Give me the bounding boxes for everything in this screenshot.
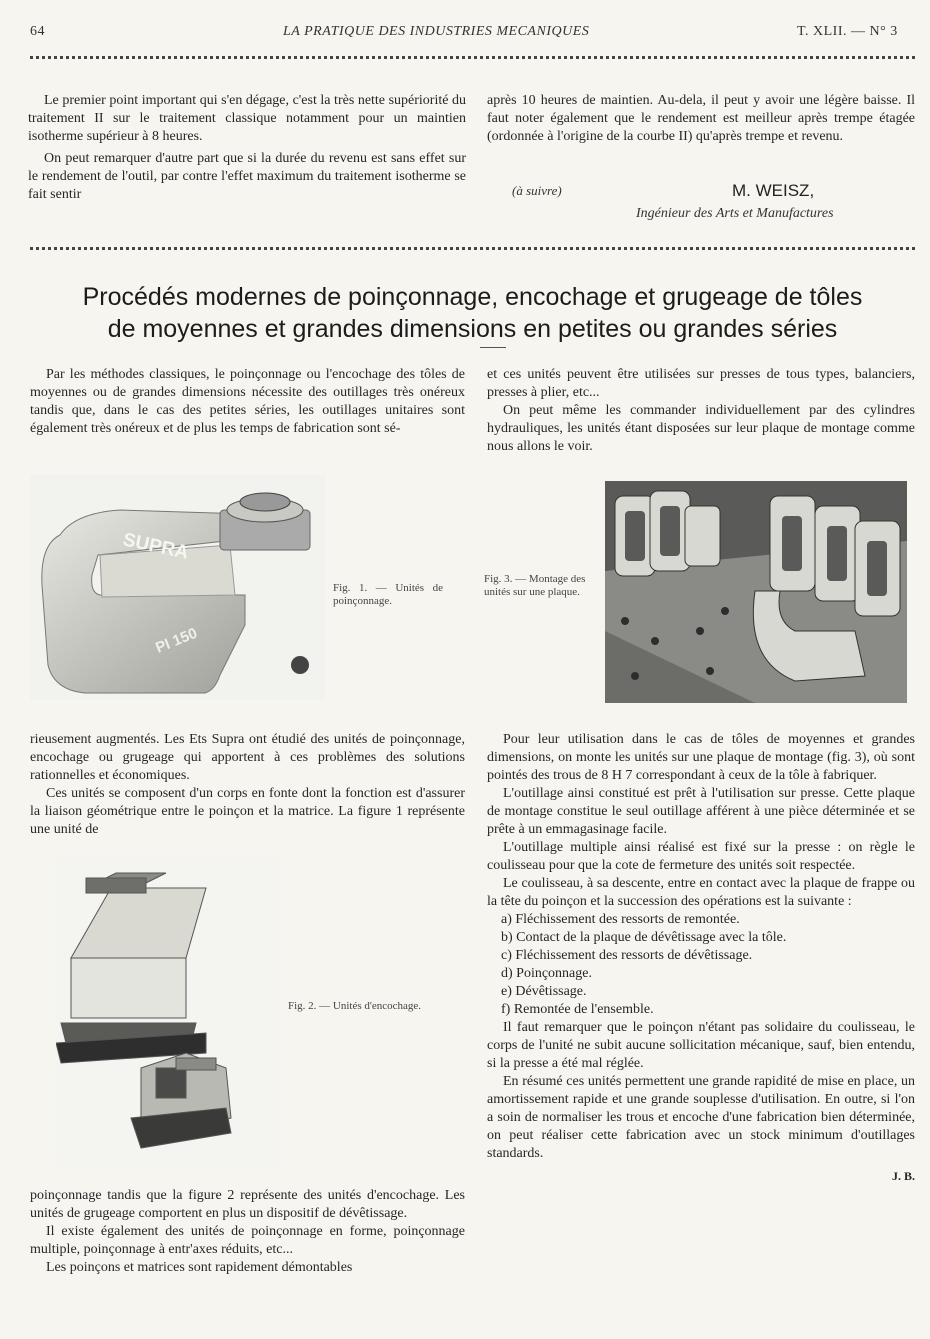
paragraph: Par les méthodes classiques, le poinçonnage ou l'encochage des tôles de moyennes ou de grandes dimensions nécessite des outillages très onéreux tandis que, dans le cas des petites séries, les outillages unitaires sont également très onéreux et de plus les temps de fabrication sont sé- [30,367,465,436]
intro-left-column [30,366,465,438]
paragraph: Il faut remarquer que le poinçon n'étant pas solidaire du coulisseau, le corps de l'unité ne subit aucune sollicitation mécanique, sauf, bien entendu, si la presse a été mal réglée. [487,1020,915,1071]
paragraph: On peut même les commander individuellement par des cylindres hydrauliques, les unités étant disposées sur leur plaque de montage comme nous allons le voir. [487,403,915,454]
paragraph: rieusement augmentés. Les Ets Supra ont étudié des unités de poinçonnage, encochage ou grugeage qui apportent à ces problèmes des solutions rationnelles et économiques. [30,732,465,783]
list-item: b) Contact de la plaque de dévêtissage avec la tôle. [501,930,787,945]
paragraph: L'outillage multiple ainsi réalisé est fixé sur la presse : on règle le coulisseau pour que la cote de fermeture des unités soit respectée. [487,840,915,873]
header-rule [30,56,915,59]
list-item: f) Remontée de l'ensemble. [501,1002,654,1017]
intro-right-column [487,366,915,456]
notching-units-illustration [56,858,278,1166]
list-item: a) Fléchissement des ressorts de remontée. [501,912,740,927]
paragraph: En résumé ces unités permettent une grande rapidité de mise en place, un amortissement rapide et une grande souplesse d'utilisation. En outre, si l'on a soin de normaliser les trous et encoche d'une fabrication bien déterminée, on peut réaliser cette fabrication avec un stock minimum d'outillages standards. [487,1074,915,1161]
volume-number: T. XLII. — N° 3 [797,24,898,39]
title-rule [480,347,506,348]
article-title-line-1: Procédés modernes de poinçonnage, encochage et grugeage de tôles [82,283,863,311]
paragraph: Le premier point important qui s'en dégage, c'est la très nette supériorité du traitement II sur le traitement classique notamment pour un maintien isotherme supérieur à 8 heures. [28,93,466,144]
paragraph: L'outillage ainsi constitué est prêt à l'utilisation sur presse. Cette plaque de montage constitue le seul outillage afférent à une pièce déterminée et se prête à un emmagasinage facile. [487,786,915,837]
left-column-middle-text [30,731,465,839]
figure-1-brand-label: SUPRA [120,529,191,564]
figure-1-model-label: PI 150 [153,624,200,657]
list-item: e) Dévêtissage. [501,984,587,999]
paragraph: Il existe également des unités de poinçonnage en forme, poinçonnage multiple, poinçonnage à entr'axes réduits, etc... [30,1224,465,1257]
figure-3-caption: Fig. 3. — Montage des unités sur une plaque. [484,573,586,598]
paragraph: Pour leur utilisation dans le cas de tôles de moyennes et grandes dimensions, on monte les unités sur une plaque de montage (fig. 3), où sont pointés des trous de 8 H 7 correspondant à ceux de la tôle à fabriquer. [487,732,915,783]
section-rule [30,247,915,250]
article-title-line-2: de moyennes et grandes dimensions en petites ou grandes séries [107,315,838,343]
right-column-body [487,731,915,1185]
author-name: M. WEISZ, [732,181,815,200]
paragraph: On peut remarquer d'autre part que si la durée du revenu est sans effet sur le rendement de l'outil, par contre l'effet maximum du traitement isotherme se fait sentir [28,151,466,202]
left-column-bottom-text [30,1187,465,1277]
paragraph: Le coulisseau, à sa descente, entre en contact avec la plaque de frappe ou la tête du poinçon et la succession des opérations est la suivante : [487,876,915,909]
list-item: c) Fléchissement des ressorts de dévêtissage. [501,948,753,963]
author-title: Ingénieur des Arts et Manufactures [636,206,834,221]
previous-article-right-column [487,92,915,146]
to-be-continued: (à suivre) [512,183,562,198]
page-number: 64 [30,24,45,39]
figure-2-caption: Fig. 2. — Unités d'encochage. [288,1000,422,1012]
punching-unit-illustration [30,475,325,700]
operation-steps-list [487,911,915,1019]
paragraph: Ces unités se composent d'un corps en fonte dont la fonction est d'assurer la liaison géométrique entre le poinçon et la matrice. La figure 1 représente une unité de [30,786,465,837]
paragraph: après 10 heures de maintien. Au-dela, il peut y avoir une légère baisse. Il faut noter également que le rendement est meilleur après trempe étagée (ordonnée à l'origine de la courbe II) qu'après trempe et revenu. [487,93,915,144]
figure-1-photo [30,475,325,700]
journal-title: LA PRATIQUE DES INDUSTRIES MECANIQUES [283,24,590,39]
figure-3-photo [605,481,907,703]
paragraph: Les poinçons et matrices sont rapidement démontables [46,1260,353,1275]
paragraph: et ces unités peuvent être utilisées sur presses de tous types, balanciers, presses à plier, etc... [487,367,915,400]
signature: J. B. [891,1169,915,1183]
figure-2-photo [56,858,278,1166]
mounting-plate-illustration [605,481,907,703]
previous-article-left-column [28,92,466,204]
article-title [30,281,915,345]
figure-1-caption: Fig. 1. — Unités de poinçonnage. [333,582,443,607]
paragraph: poinçonnage tandis que la figure 2 représente des unités d'encochage. Les unités de grugeage comportent en plus un dispositif de dévêtissage. [30,1188,465,1221]
list-item: d) Poinçonnage. [501,966,592,981]
